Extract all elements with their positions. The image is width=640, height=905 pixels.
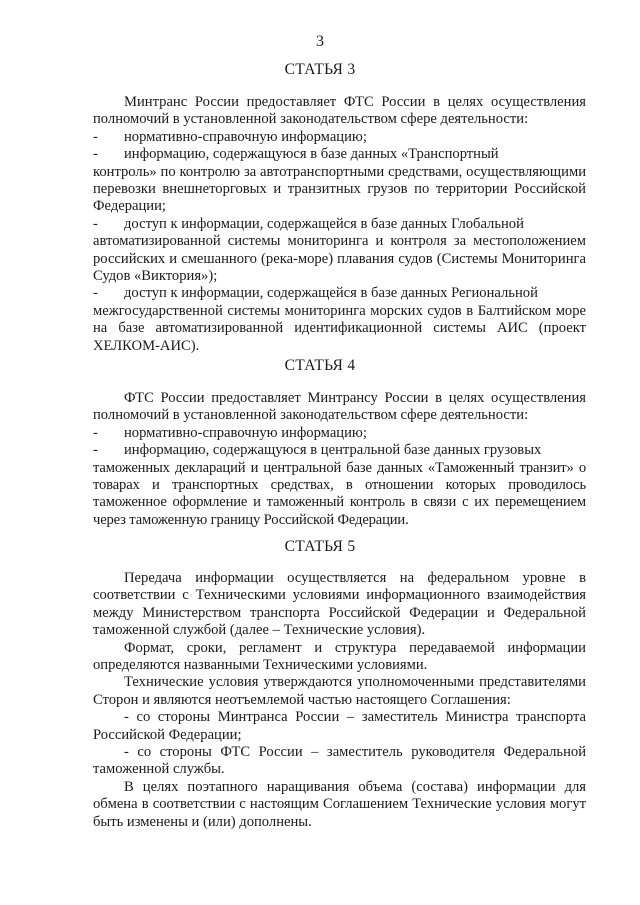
article-3-heading: СТАТЬЯ 3 bbox=[284, 61, 356, 78]
list-item-continuation: межгосударственной системы мониторинга морских судов в Балтийском море на базе автоматизированной идентификационной системы АИС (проект ХЕЛКОМ-АИС). bbox=[93, 302, 586, 354]
list-item-continuation: контроль» по контролю за автотранспортными средствами, осуществляющими перевозки внешнеторговых и транзитных грузов по территории Российской Федерации; bbox=[93, 163, 586, 215]
article-3-item-4 bbox=[93, 285, 586, 302]
list-dash: - bbox=[93, 285, 98, 302]
list-item-continuation: автоматизированной системы мониторинга и контроля за местоположением российских и смешанного (река-море) плавания судов (Системы Мониторинга Судов «Виктория»); bbox=[93, 233, 586, 285]
list-item-text: информацию, содержащуюся в центральной базе данных грузовых bbox=[124, 442, 542, 459]
list-dash: - bbox=[93, 215, 98, 232]
article-5-paragraph-1: Передача информации осуществляется на федеральном уровне в соответствии с Техническими условиями информационного взаимодействия между Министерством транспорта Российской Федерации и Федеральной таможенной службой (далее – Технические условия). bbox=[93, 570, 586, 639]
article-5-heading: СТАТЬЯ 5 bbox=[284, 538, 356, 555]
article-5-paragraph-5: - со стороны ФТС России – заместитель руководителя Федеральной таможенной службы. bbox=[93, 744, 586, 778]
list-dash: - bbox=[93, 442, 98, 459]
article-3-item-3 bbox=[93, 216, 586, 233]
article-3-item-1 bbox=[93, 129, 586, 146]
list-item-text: нормативно-справочную информацию; bbox=[124, 424, 367, 441]
article-4-heading: СТАТЬЯ 4 bbox=[284, 357, 356, 374]
list-dash: - bbox=[93, 146, 98, 163]
article-4-body bbox=[93, 390, 586, 529]
article-4-item-2 bbox=[93, 442, 586, 459]
list-dash: - bbox=[93, 424, 98, 441]
article-5-body bbox=[93, 570, 586, 831]
article-3-intro: Минтранс России предоставляет ФТС России в целях осуществления полномочий в установленной законодательством сфере деятельности: bbox=[93, 94, 586, 128]
list-item-continuation: таможенных деклараций и центральной базе данных «Таможенный транзит» о товарах и транспортных средствах, в отношении которых проводилось таможенное оформление и таможенный контроль в связи с их перемещением через таможенную границу Российской Федерации. bbox=[93, 459, 586, 528]
article-3-item-2 bbox=[93, 146, 586, 163]
list-item-text: доступ к информации, содержащейся в базе данных Глобальной bbox=[124, 215, 524, 232]
list-item-text: нормативно-справочную информацию; bbox=[124, 128, 367, 145]
article-5-paragraph-2: Формат, сроки, регламент и структура передаваемой информации определяются названными Техническими условиями. bbox=[93, 639, 586, 674]
list-item-text: доступ к информации, содержащейся в базе данных Региональной bbox=[124, 285, 538, 302]
article-4-intro: ФТС России предоставляет Минтрансу России в целях осуществления полномочий в установленной законодательством сфере деятельности: bbox=[93, 390, 586, 424]
list-dash: - bbox=[93, 128, 98, 145]
list-item-text: информацию, содержащуюся в базе данных «Транспортный bbox=[124, 146, 499, 163]
article-4-item-1 bbox=[93, 425, 586, 442]
page-number: 3 bbox=[316, 33, 324, 50]
article-3-body bbox=[93, 94, 586, 355]
article-5-paragraph-3: Технические условия утверждаются уполномоченными представителями Сторон и являются неотъемлемой частью настоящего Соглашения: bbox=[93, 674, 586, 708]
article-5-paragraph-6: В целях поэтапного наращивания объема (состава) информации для обмена в соответствии с настоящим Соглашением Технические условия могут быть изменены и (или) дополнены. bbox=[93, 778, 586, 830]
article-5-paragraph-4: - со стороны Минтранса России – заместитель Министра транспорта Российской Федерации; bbox=[93, 709, 586, 743]
